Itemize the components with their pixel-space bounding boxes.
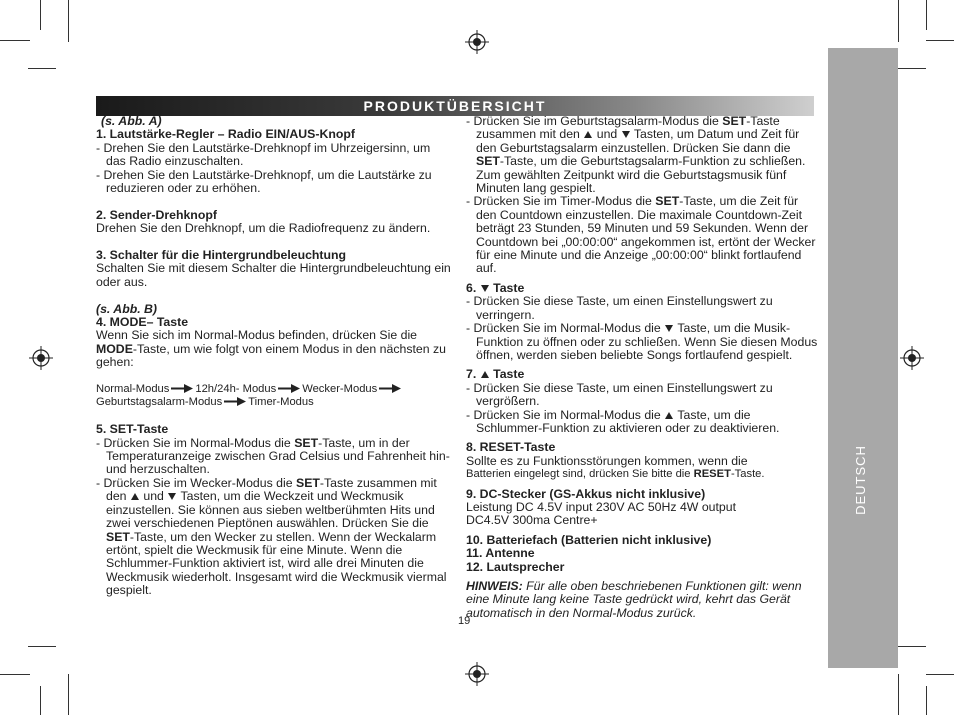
section-4-title: 4. MODE– Taste: [96, 315, 189, 330]
crop-mark: [0, 40, 30, 41]
hinweis-note: HINWEIS: Für alle oben beschriebenen Funktionen gilt: wenn eine Minute lang keine Taste gedrückt wird, kehrt das Gerät automatisch in den Normal-Modus zurück.: [466, 579, 802, 620]
crop-mark: [898, 68, 926, 69]
crop-mark: [40, 0, 41, 30]
page-number: 19: [458, 615, 471, 627]
arrow-up-icon: [481, 371, 489, 378]
arrow-right-icon: [379, 384, 401, 393]
crop-mark: [898, 646, 926, 647]
flow-geburtstag: Geburtstagsalarm-Modus: [96, 396, 223, 409]
arrow-down-icon: [481, 285, 489, 292]
section-5-bullet-2: - Drücken Sie im Wecker-Modus die SET-Taste zusammen mit den und Tasten, um die Weckzeit und Weckmusik einzustellen. Sie können aus sieben weltberühmten Hits und zwei verschiedenen Pieptönen auswählen. Drücken Sie die SET-Taste, um den Wecker zu stellen. Wenn der Weckalarm ertönt, spielt die Weckmusik für eine Minute. Wenn die Schlummer-Funktion aktiviert ist, wird alle drei Minuten die Weckmusik wiederholt. Insgesamt wird die Weckmusik viermal gespielt.: [96, 475, 447, 598]
section-banner: [96, 96, 814, 116]
crop-mark: [926, 674, 954, 675]
section-7-bullet-1: - Drücken Sie diese Taste, um einen Einstellungswert zu vergrößern.: [466, 380, 773, 409]
registration-mark-icon: [465, 662, 489, 686]
arrow-up-icon: [131, 493, 139, 500]
section-7-title: 7. Taste: [466, 367, 525, 382]
section-1-bullet-2: - Drehen Sie den Lautstärke-Drehknopf, um die Lautstärke zu reduzieren oder zu erhöhen.: [96, 167, 432, 196]
crop-mark: [898, 674, 899, 715]
crop-mark: [40, 686, 41, 715]
birthday-bullet: - Drücken Sie im Geburtstagsalarm-Modus die SET-Taste zusammen mit den und Tasten, um Datum und Zeit für den Geburtstagsalarm einzustellen. Drücken Sie dann die SET-Taste, um die Geburtstagsalarm-Funktion zu schließen. Zum gewählten Zeitpunkt wird die Geburtstagsmusik fünf Minuten lang gespielt.: [466, 114, 806, 196]
section-5-bullet-1: - Drücken Sie im Normal-Modus die SET-Taste, um in der Temperaturanzeige zwischen Grad Celsius und Fahrenheit hin-und herzuschalten.: [96, 435, 450, 477]
crop-mark: [68, 674, 69, 715]
flow-timer: Timer-Modus: [248, 396, 314, 409]
crop-mark: [926, 686, 927, 715]
crop-mark: [926, 40, 954, 41]
language-tab-label: DEUTSCH: [853, 445, 868, 515]
mode-flow: [96, 383, 452, 410]
section-11-title: 11. Antenne: [466, 546, 535, 561]
section-8-line-2: Batterien eingelegt sind, drücken Sie bitte die RESET-Taste.: [466, 468, 765, 481]
section-9-title: 9. DC-Stecker (GS-Akkus nicht inklusive): [466, 486, 706, 501]
section-12-title: 12. Lautsprecher: [466, 559, 565, 574]
section-9-line-1: Leistung DC 4.5V input 230V AC 50Hz 4W output: [466, 499, 737, 514]
section-1-title: 1. Lautstärke-Regler – Radio EIN/AUS-Knopf: [96, 127, 355, 142]
flow-12-24h: 12h/24h- Modus: [195, 383, 277, 396]
section-6-bullet-2: - Drücken Sie im Normal-Modus die Taste, um die Musik-Funktion zu öffnen oder zu schließen. Wenn Sie diesen Modus öffnen, werden sieben beliebte Songs fortlaufend gespielt.: [466, 321, 818, 362]
timer-bullet: - Drücken Sie im Timer-Modus die SET-Taste, um die Zeit für den Countdown einzustellen. Die maximale Countdown-Zeit beträgt 23 Stunden, 59 Minuten und 59 Sekunden. Wenn der Countdown bei „00:00:00“ angekommen ist, ertönt der Wecker für eine Minute und die Anzeige „00:00:00“ blinkt fortlaufend auf.: [466, 194, 816, 276]
right-column: [466, 115, 818, 620]
section-8-line-1: Sollte es zu Funktionsstörungen kommen, wenn die: [466, 453, 748, 468]
section-4-text: Wenn Sie sich im Normal-Modus befinden, drücken Sie die MODE-Taste, um wie folgt von einem Modus in den nächsten zu gehen:: [96, 328, 446, 370]
registration-mark-icon: [29, 346, 53, 370]
crop-mark: [28, 68, 56, 69]
registration-mark-icon: [465, 30, 489, 54]
section-1-bullet-1: - Drehen Sie den Lautstärke-Drehknopf im Uhrzeigersinn, um das Radio einzuschalten.: [96, 140, 431, 169]
arrow-down-icon: [622, 131, 630, 138]
section-2-title: 2. Sender-Drehknopf: [96, 207, 217, 222]
section-2-text: Drehen Sie den Drehknopf, um die Radiofrequenz zu ändern.: [96, 221, 431, 236]
crop-mark: [0, 674, 30, 675]
arrow-down-icon: [168, 493, 176, 500]
section-9-line-2: DC4.5V 300ma Centre+: [466, 513, 598, 528]
language-side-tab: [828, 48, 898, 668]
crop-mark: [926, 0, 927, 30]
section-8-title: 8. RESET-Taste: [466, 440, 556, 455]
section-7-bullet-2: - Drücken Sie im Normal-Modus die Taste, um die Schlummer-Funktion zu aktivieren oder zu deaktivieren.: [466, 407, 780, 435]
flow-normal: Normal-Modus: [96, 383, 170, 396]
crop-mark: [68, 0, 69, 42]
arrow-up-icon: [584, 131, 592, 138]
arrow-up-icon: [665, 412, 673, 419]
section-3-title: 3. Schalter für die Hintergrundbeleuchtung: [96, 248, 347, 263]
section-3-text: Schalten Sie mit diesem Schalter die Hintergrundbeleuchtung ein oder aus.: [96, 261, 451, 289]
section-6-bullet-1: - Drücken Sie diese Taste, um einen Einstellungswert zu verringern.: [466, 294, 773, 322]
arrow-right-icon: [278, 384, 300, 393]
figure-ref-b: (s. Abb. B): [96, 301, 158, 316]
figure-ref-a: (s. Abb. A): [101, 114, 162, 128]
section-6-title: 6. Taste: [466, 280, 525, 295]
arrow-down-icon: [665, 325, 673, 332]
arrow-right-icon: [224, 397, 246, 406]
left-column: [96, 115, 452, 598]
crop-mark: [898, 0, 899, 42]
flow-wecker: Wecker-Modus: [302, 383, 378, 396]
section-10-title: 10. Batteriefach (Batterien nicht inklusive): [466, 532, 712, 547]
section-5-title: 5. SET-Taste: [96, 422, 169, 437]
section-title: PRODUKTÜBERSICHT: [363, 98, 547, 114]
registration-mark-icon: [900, 346, 924, 370]
arrow-right-icon: [171, 384, 193, 393]
crop-mark: [28, 646, 56, 647]
